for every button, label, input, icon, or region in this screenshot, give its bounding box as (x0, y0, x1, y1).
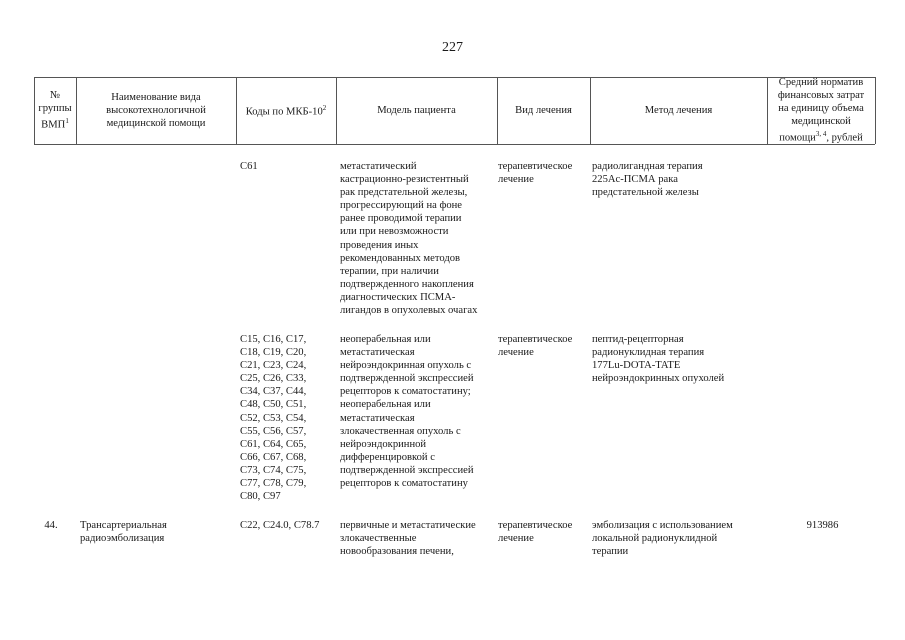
table-cell-treatment-method: радиолигандная терапия 225Ac-ПСМА рака предстательной железы (592, 161, 703, 199)
header-treatment-type: Вид лечения (515, 105, 572, 116)
table-cell-patient-model: неоперабельная или метастатическая нейроэндокринная опухоль с подтвержденной экспрессией рецепторов к соматостатину; неоперабельная или метастатическая злокачественная опухоль с нейроэндокринной дифференцировкой с подтвержденной экспрессией рецепторов к соматостатину (340, 334, 474, 490)
header-average-cost: Средний норматив финансовых затрат на единицу объема медицинской помощи$^{3, 4}$, рублей (777, 77, 865, 144)
header-treatment-method: Метод лечения (644, 105, 713, 116)
table-cell-patient-model: метастатический кастрационно-резистентный рак предстательной железы, прогрессирующий на фоне ранее проводимой терапии или при невозможности проведения иных рекомендованных методов терапии, при наличии подтвержденного накопления диагностических ПСМА- лигандов в опухолевых очагах (340, 161, 478, 317)
table-cell-icd-codes: C61 (240, 161, 258, 172)
header-group-number: № группы ВМП$^1$ (38, 90, 72, 131)
table-cell-treatment-type: терапевтическое лечение (498, 334, 573, 359)
table-cell-treatment-method: пептид-рецепторная радионуклидная терапия 177Lu-DOTA-TATE нейроэндокринных опухолей (592, 334, 725, 385)
table-cell-treatment-method: эмболизация с использованием локальной радионуклидной терапии (592, 520, 733, 558)
table-cell-care-type: Трансартериальная радиоэмболизация (80, 520, 167, 545)
header-patient-model: Модель пациента (377, 105, 456, 116)
table-cell-group-number: 44. (44, 520, 58, 531)
table-cell-treatment-type: терапевтическое лечение (498, 161, 573, 186)
header-icd-codes: Коды по МКБ-$10^2$ (245, 104, 327, 118)
table-cell-average-cost: 913986 (806, 520, 839, 531)
column-divider (875, 77, 876, 144)
table-cell-icd-codes: C15, C16, C17, C18, C19, C20, C21, C23, C24, C25, C26, C33, C34, C37, C44, C48, C50, C51, C52, C53, C54, C55, C56, C57, C61, C64, C65, C66, C67, C68, C73, C74, C75, C77, C78, C79, C80, C97 (240, 334, 307, 503)
header-care-type: Наименование вида высокотехнологичной медицинской помощи (106, 92, 206, 129)
table-header-bottom-rule (34, 144, 875, 145)
table-cell-treatment-type: терапевтическое лечение (498, 520, 573, 545)
table-cell-patient-model: первичные и метастатические злокачественные новообразования печени, (340, 520, 476, 558)
page-number: 227 (442, 40, 463, 55)
table-cell-icd-codes: C22, C24.0, C78.7 (240, 520, 320, 531)
